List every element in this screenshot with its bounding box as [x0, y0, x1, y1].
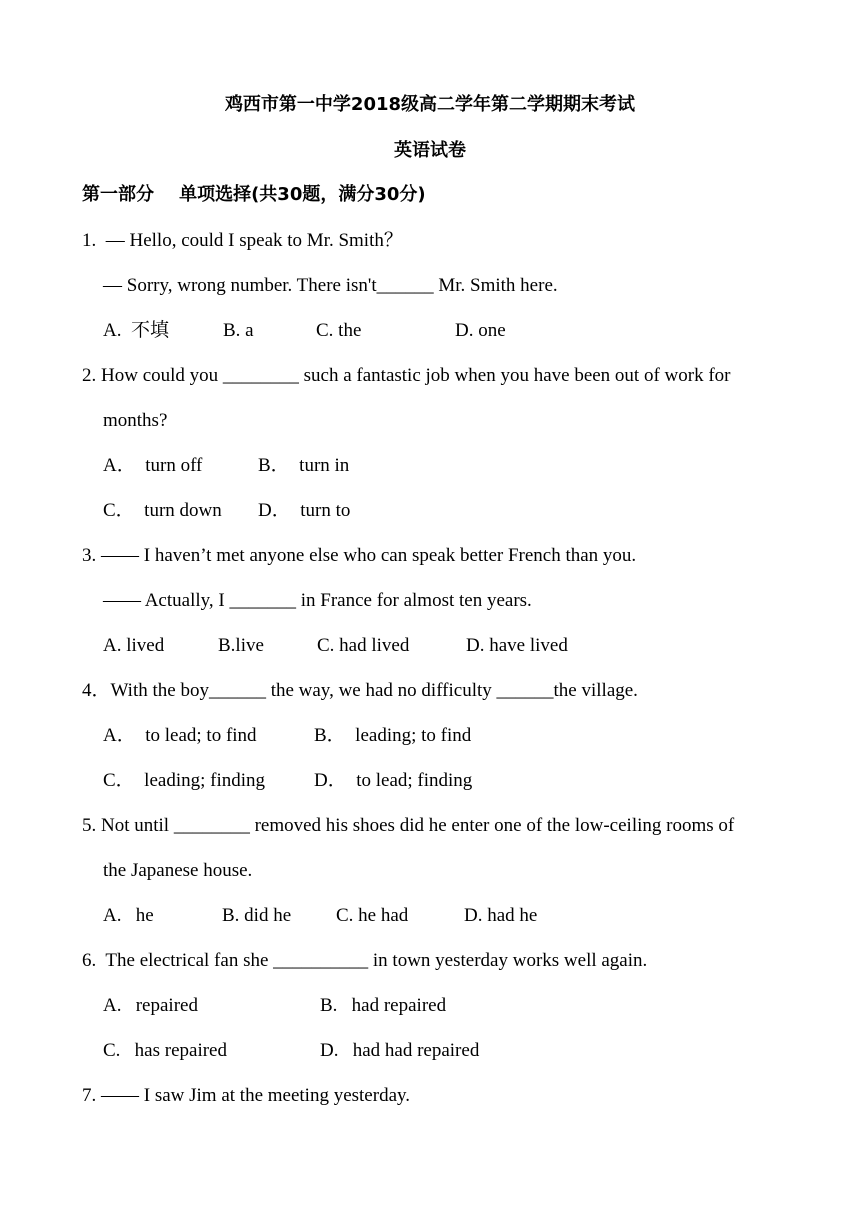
question-2-option-a: A． turn off — [103, 455, 203, 476]
question-3-line-2: —— Actually, I _______ in France for almost ten years. — [103, 590, 532, 611]
question-2-option-c: C． turn down — [103, 500, 222, 521]
section-heading: 第一部分 单项选择(共30题，满分30分) — [82, 184, 426, 205]
question-5-option-b: B. did he — [222, 905, 292, 926]
question-6-line-1: 6. The electrical fan she __________ in town yesterday works well again. — [82, 950, 648, 971]
question-1-option-c: C. the — [316, 320, 362, 341]
question-4-option-c: C． leading; finding — [103, 770, 266, 791]
question-2-option-d: D． turn to — [258, 500, 351, 521]
question-6-option-a: A. repaired — [103, 995, 198, 1016]
question-1-option-b: B. a — [223, 320, 254, 341]
question-5-line-1: 5. Not until ________ removed his shoes did he enter one of the low-ceiling rooms of — [82, 815, 735, 836]
exam-title: 鸡西市第一中学2018级高二学年第二学期期末考试 — [224, 94, 636, 115]
question-3-option-a: A. lived — [103, 635, 165, 656]
question-1-line-2: — Sorry, wrong number. There isn't______ Mr. Smith here. — [103, 275, 558, 296]
question-4-option-d: D． to lead; finding — [314, 770, 473, 791]
question-1-line-1: 1. — Hello, could I speak to Mr. Smith？ — [82, 230, 403, 251]
question-1-option-a: A. 不填 — [103, 320, 169, 341]
question-3-option-d: D. have lived — [466, 635, 568, 656]
question-5-option-c: C. he had — [336, 905, 409, 926]
question-3-line-1: 3. —— I haven’t met anyone else who can speak better French than you. — [82, 545, 637, 566]
question-3-option-b: B.live — [218, 635, 264, 656]
question-5-line-2: the Japanese house. — [103, 860, 253, 881]
question-2-option-b: B． turn in — [258, 455, 350, 476]
question-6-option-b: B. had repaired — [320, 995, 447, 1016]
question-5-option-a: A. he — [103, 905, 154, 926]
question-1-option-d: D. one — [455, 320, 506, 341]
question-6-option-d: D. had had repaired — [320, 1040, 480, 1061]
question-3-option-c: C. had lived — [317, 635, 410, 656]
exam-subtitle: 英语试卷 — [394, 140, 466, 161]
question-4-line-1: 4．With the boy______ the way, we had no difficulty ______the village. — [82, 680, 638, 701]
question-2-line-1: 2. How could you ________ such a fantastic job when you have been out of work for — [82, 365, 731, 386]
question-7-line-1: 7. —— I saw Jim at the meeting yesterday. — [82, 1085, 411, 1106]
question-6-option-c: C. has repaired — [103, 1040, 227, 1061]
question-5-option-d: D. had he — [464, 905, 538, 926]
question-2-line-2: months? — [103, 410, 168, 431]
question-4-option-b: B． leading; to find — [314, 725, 472, 746]
question-4-option-a: A． to lead; to find — [103, 725, 257, 746]
